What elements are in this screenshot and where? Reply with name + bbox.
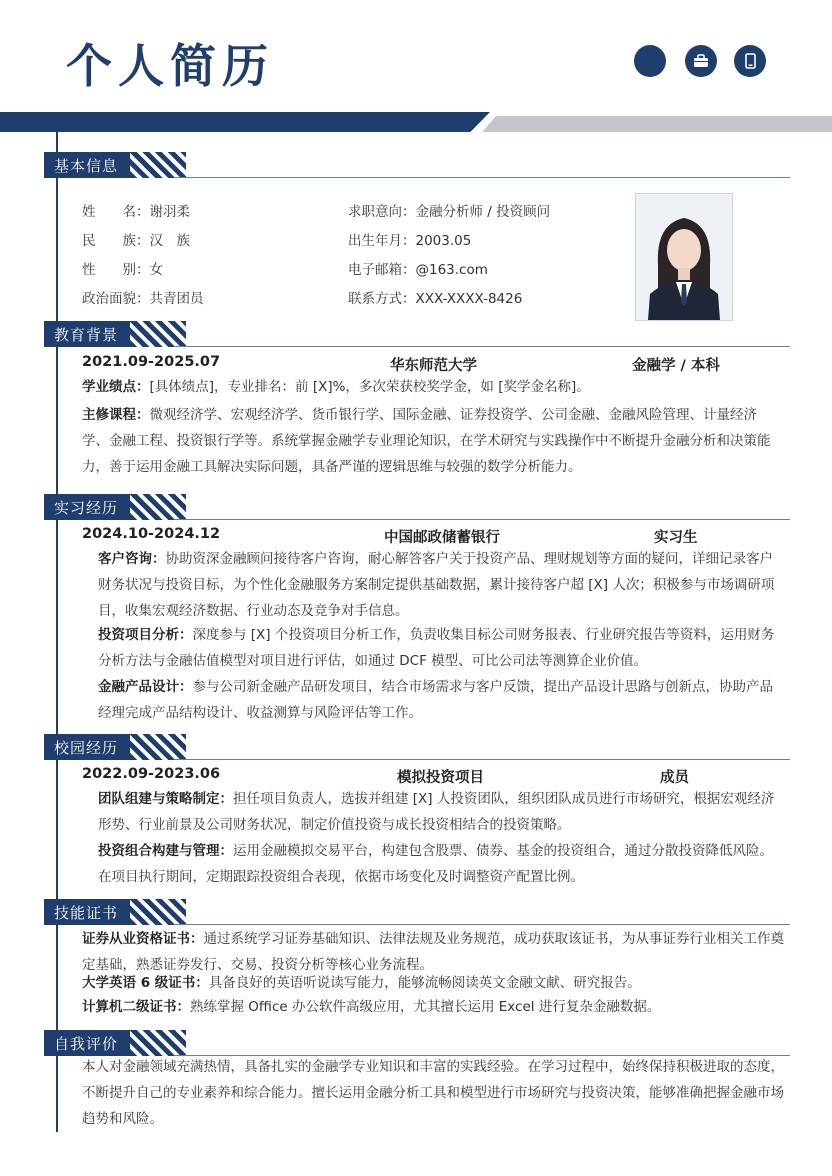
- section-education: [44, 321, 790, 347]
- ethnic-row: 民 族：汉 族: [82, 233, 190, 249]
- name-row: 姓 名：谢羽柔: [82, 204, 190, 220]
- timeline-line: [56, 132, 58, 1132]
- email-value: @163.com: [415, 262, 488, 278]
- skill-item: 证券从业资格证书：通过系统学习证券基础知识、法律法规及业务规范，成功获取该证书，为从事证券行业相关工作奠定基础，熟悉证券发行、交易、投资分析等核心业务流程。: [82, 931, 784, 973]
- internship-company: 中国邮政储蓄银行: [384, 530, 500, 546]
- section-basic-info: [44, 152, 790, 178]
- page-title: 个人简历: [66, 39, 274, 93]
- political-row: 政治面貌：共青团员: [82, 291, 204, 307]
- campus-role: 成员: [660, 770, 689, 786]
- self-eval-text: 本人对金融领域充满热情，具备扎实的金融学专业知识和丰富的实践经验。在学习过程中，始终保持积极进取的态度，不断提升自己的专业素养和综合能力。擅长运用金融分析工具和模型进行市场研究与投资决策，能够准确把握金融市场趋势和风险。: [82, 1059, 784, 1127]
- profile-photo: [635, 193, 733, 321]
- email-row: 电子邮箱：@163.com: [348, 262, 488, 278]
- section-skills: [44, 899, 790, 925]
- education-courses: 主修课程：微观经济学、宏观经济学、货币银行学、国际金融、证券投资学、公司金融、金融风险管理、计量经济学、金融工程、投资银行学等。系统掌握金融学专业理论知识，在学术研究与实践操作中不断提升金融分析和决策能力，善于运用金融工具解决实际问题，具备严谨的逻辑思维与较强的数学分析能力。: [82, 407, 771, 475]
- internship-item: 客户咨询：协助资深金融顾问接待客户咨询，耐心解答客户关于投资产品、理财规划等方面的疑问，详细记录客户财务状况与投资目标，为个性化金融服务方案制定提供基础数据，累计接待客户超 [X] 人次；积极参与市场调研项目，收集宏观经济数据、行业动态及竞争对手信息。: [98, 551, 775, 619]
- header-bar: [0, 112, 490, 132]
- internship-role: 实习生: [654, 530, 698, 546]
- section-title: 实习经历: [44, 494, 132, 520]
- section-title: 基本信息: [44, 152, 132, 178]
- campus-project: 模拟投资项目: [397, 770, 484, 786]
- internship-date: 2024.10-2024.12: [82, 526, 221, 542]
- ethnic-value: 汉 族: [149, 233, 190, 249]
- internship-item: 金融产品设计：参与公司新金融产品研发项目，结合市场需求与客户反馈，提出产品设计思路与创新点，协助产品经理完成产品结构设计、收益测算与风险评估等工作。: [98, 679, 773, 721]
- education-major: 金融学 / 本科: [632, 358, 720, 374]
- education-score: 学业绩点：[具体绩点]，专业排名：前 [X]%，多次荣获校奖学金，如 [奖学金名称]。: [82, 379, 590, 395]
- phone-row: 联系方式：XXX-XXXX-8426: [348, 291, 523, 307]
- section-internship: [44, 494, 790, 520]
- intent-row: 求职意向：金融分析师 / 投资顾问: [348, 204, 551, 220]
- section-title: 自我评价: [44, 1030, 132, 1056]
- campus-item: 投资组合构建与管理：运用金融模拟交易平台，构建包含股票、债券、基金的投资组合，通过分散投资降低风险。在项目执行期间，定期跟踪投资组合表现，依据市场变化及时调整资产配置比例。: [98, 843, 773, 885]
- campus-item: 团队组建与策略制定：担任项目负责人，选拔并组建 [X] 人投资团队，组织团队成员进行市场研究，根据宏观经济形势、行业前景及公司财务状况，制定价值投资与成长投资相结合的投资策略。: [98, 791, 775, 833]
- birth-value: 2003.05: [415, 233, 472, 249]
- gender-row: 性 别：女: [82, 262, 163, 278]
- section-campus: [44, 734, 790, 760]
- section-title: 技能证书: [44, 899, 132, 925]
- intent-value: 金融分析师 / 投资顾问: [415, 204, 551, 220]
- section-self-eval: [44, 1030, 790, 1056]
- briefcase-icon: [685, 45, 717, 77]
- skill-item: 大学英语 6 级证书：具备良好的英语听说读写能力，能够流畅阅读英文金融文献、研究报告。: [82, 975, 641, 991]
- header-bar-accent: [482, 116, 832, 132]
- birth-row: 出生年月：2003.05: [348, 233, 472, 249]
- person-icon: [634, 45, 666, 77]
- political-value: 共青团员: [149, 291, 204, 307]
- phone-value: XXX-XXXX-8426: [415, 291, 523, 307]
- internship-item: 投资项目分析：深度参与 [X] 个投资项目分析工作，负责收集目标公司财务报表、行业研究报告等资料，运用财务分析方法与金融估值模型对项目进行评估，如通过 DCF 模型、可比公司法等测算企业价值。: [98, 627, 775, 669]
- section-title: 教育背景: [44, 321, 132, 347]
- name-value: 谢羽柔: [149, 204, 190, 220]
- education-school: 华东师范大学: [390, 358, 477, 374]
- skill-item: 计算机二级证书：熟练掌握 Office 办公软件高级应用，尤其擅长运用 Excel 进行复杂金融数据。: [82, 999, 661, 1015]
- gender-value: 女: [149, 262, 163, 278]
- phone-icon: [734, 45, 766, 77]
- campus-date: 2022.09-2023.06: [82, 766, 221, 782]
- education-date: 2021.09-2025.07: [82, 354, 221, 370]
- section-title: 校园经历: [44, 734, 132, 760]
